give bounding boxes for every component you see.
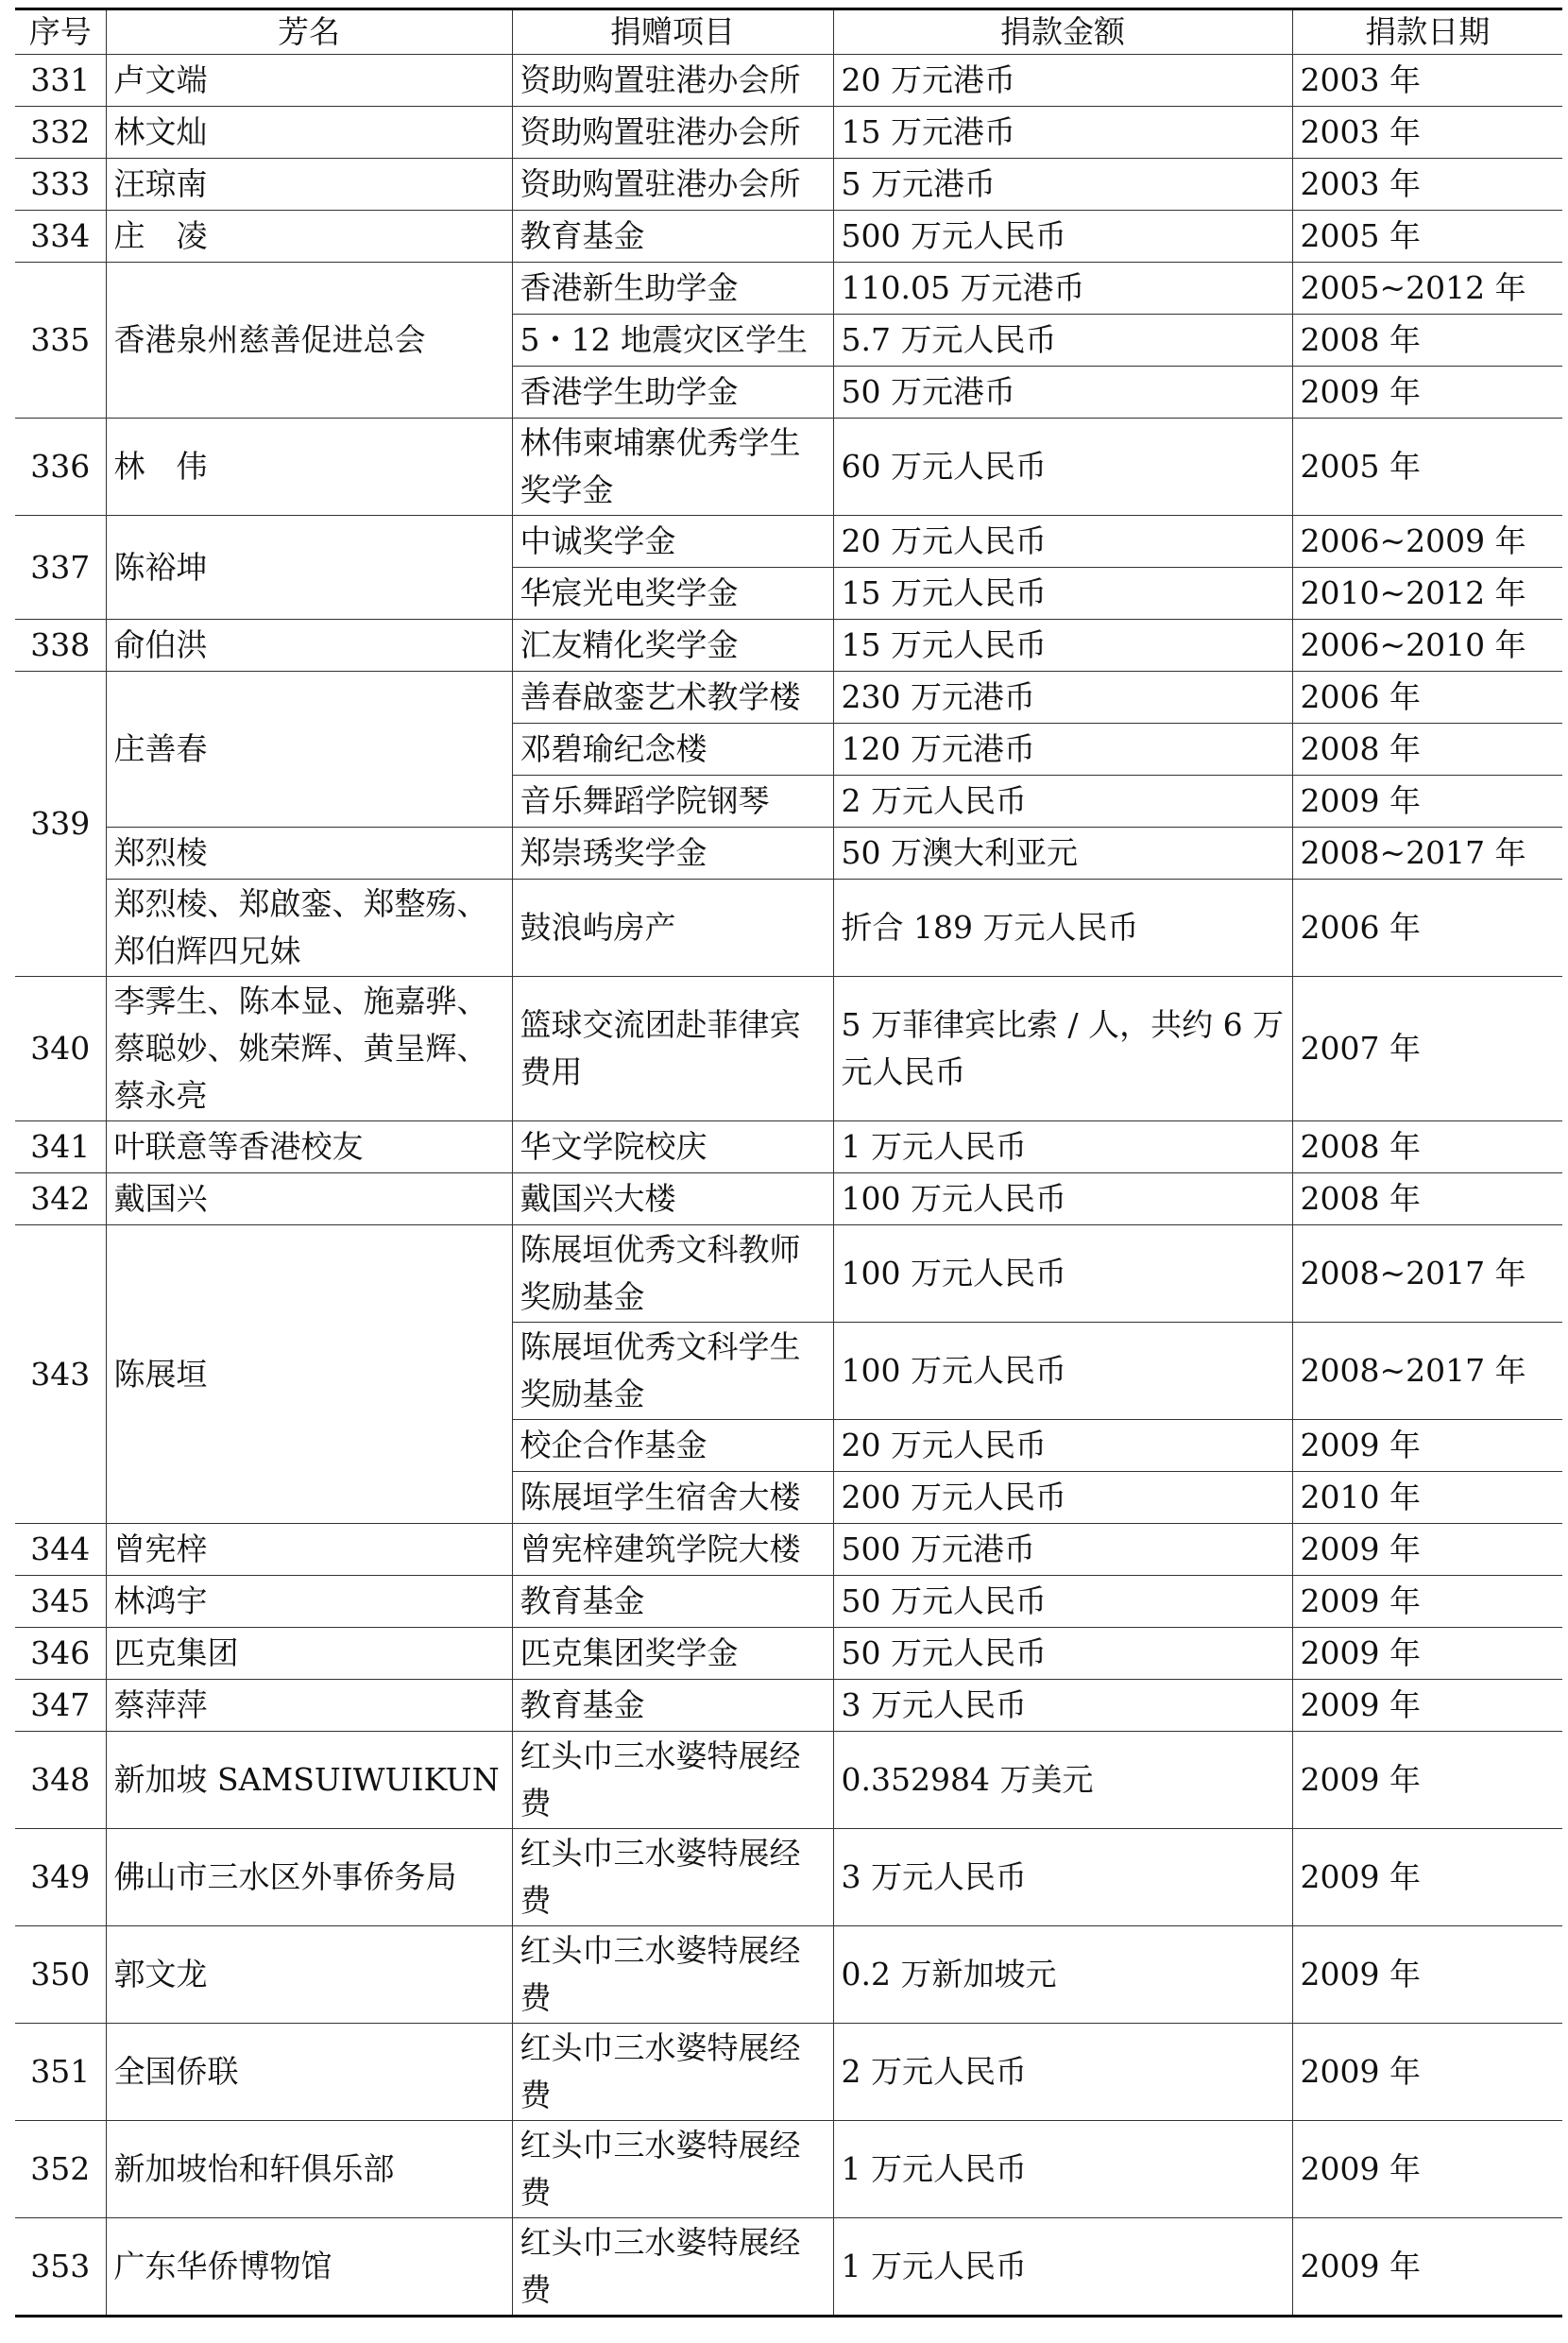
cell-amount: 1 万元人民币 (833, 2218, 1292, 2317)
cell-no: 331 (15, 55, 106, 107)
cell-name: 广东华侨博物馆 (106, 2218, 512, 2317)
table-row (15, 263, 1562, 315)
cell-project: 红头巾三水婆特展经费 (512, 1732, 833, 1829)
cell-amount: 3 万元人民币 (833, 1680, 1292, 1732)
cell-name: 叶联意等香港校友 (106, 1121, 512, 1173)
table-row (15, 1732, 1562, 1829)
cell-amount: 1 万元人民币 (833, 2121, 1292, 2218)
cell-project: 陈展垣学生宿舍大楼 (512, 1472, 833, 1524)
cell-name: 佛山市三水区外事侨务局 (106, 1829, 512, 1926)
cell-date: 2008 年 (1292, 315, 1562, 367)
cell-no: 341 (15, 1121, 106, 1173)
cell-project: 教育基金 (512, 1576, 833, 1628)
cell-project: 鼓浪屿房产 (512, 880, 833, 977)
table-row (15, 1576, 1562, 1628)
cell-amount: 5 万元港币 (833, 159, 1292, 211)
table-row (15, 620, 1562, 672)
cell-project: 教育基金 (512, 211, 833, 263)
cell-project: 陈展垣优秀文科教师奖励基金 (512, 1225, 833, 1323)
cell-project: 红头巾三水婆特展经费 (512, 1926, 833, 2024)
cell-name: 卢文端 (106, 55, 512, 107)
cell-amount: 20 万元人民币 (833, 1420, 1292, 1472)
cell-amount: 200 万元人民币 (833, 1472, 1292, 1524)
table-row (15, 1926, 1562, 2024)
header-project: 捐赠项目 (512, 9, 833, 55)
cell-date: 2009 年 (1292, 1420, 1562, 1472)
cell-no: 332 (15, 107, 106, 159)
cell-project: 陈展垣优秀文科学生奖励基金 (512, 1323, 833, 1420)
cell-amount: 15 万元港币 (833, 107, 1292, 159)
cell-date: 2009 年 (1292, 1680, 1562, 1732)
header-amount: 捐款金额 (833, 9, 1292, 55)
table-row (15, 2121, 1562, 2218)
cell-date: 2007 年 (1292, 977, 1562, 1121)
cell-name: 李霁生、陈本显、施嘉骅、蔡聪妙、姚荣辉、黄呈辉、蔡永亮 (106, 977, 512, 1121)
cell-name: 陈展垣 (106, 1225, 512, 1524)
cell-project: 资助购置驻港办会所 (512, 55, 833, 107)
cell-project: 红头巾三水婆特展经费 (512, 2024, 833, 2121)
cell-project: 香港学生助学金 (512, 367, 833, 419)
table-row (15, 672, 1562, 724)
header-no: 序号 (15, 9, 106, 55)
cell-no: 346 (15, 1628, 106, 1680)
cell-no: 335 (15, 263, 106, 419)
cell-name: 新加坡怡和轩俱乐部 (106, 2121, 512, 2218)
cell-no: 334 (15, 211, 106, 263)
cell-date: 2003 年 (1292, 55, 1562, 107)
cell-amount: 5.7 万元人民币 (833, 315, 1292, 367)
cell-no: 342 (15, 1173, 106, 1225)
cell-date: 2008~2017 年 (1292, 1225, 1562, 1323)
cell-amount: 15 万元人民币 (833, 568, 1292, 620)
cell-amount: 100 万元人民币 (833, 1323, 1292, 1420)
cell-no: 338 (15, 620, 106, 672)
table-row (15, 1225, 1562, 1323)
table-row (15, 1173, 1562, 1225)
cell-project: 红头巾三水婆特展经费 (512, 2218, 833, 2317)
table-row (15, 55, 1562, 107)
table-row (15, 828, 1562, 880)
cell-amount: 100 万元人民币 (833, 1173, 1292, 1225)
cell-project: 戴国兴大楼 (512, 1173, 833, 1225)
cell-name: 林鸿宇 (106, 1576, 512, 1628)
cell-amount: 折合 189 万元人民币 (833, 880, 1292, 977)
cell-project: 善春啟銮艺术教学楼 (512, 672, 833, 724)
cell-project: 篮球交流团赴菲律宾费用 (512, 977, 833, 1121)
table-row (15, 1680, 1562, 1732)
cell-project: 林伟柬埔寨优秀学生奖学金 (512, 419, 833, 516)
cell-date: 2009 年 (1292, 2121, 1562, 2218)
cell-date: 2009 年 (1292, 1524, 1562, 1576)
cell-amount: 110.05 万元港币 (833, 263, 1292, 315)
cell-project: 校企合作基金 (512, 1420, 833, 1472)
cell-amount: 50 万元人民币 (833, 1628, 1292, 1680)
cell-no: 345 (15, 1576, 106, 1628)
cell-amount: 20 万元人民币 (833, 516, 1292, 568)
cell-date: 2008 年 (1292, 724, 1562, 776)
cell-name: 全国侨联 (106, 2024, 512, 2121)
cell-project: 5・12 地震灾区学生 (512, 315, 833, 367)
cell-no: 348 (15, 1732, 106, 1829)
table-row (15, 880, 1562, 977)
cell-date: 2003 年 (1292, 107, 1562, 159)
donation-table (15, 8, 1562, 2317)
cell-amount: 15 万元人民币 (833, 620, 1292, 672)
cell-no: 333 (15, 159, 106, 211)
cell-amount: 2 万元人民币 (833, 776, 1292, 828)
cell-no: 350 (15, 1926, 106, 2024)
cell-date: 2009 年 (1292, 1926, 1562, 2024)
cell-amount: 50 万元港币 (833, 367, 1292, 419)
cell-project: 曾宪梓建筑学院大楼 (512, 1524, 833, 1576)
table-row (15, 2218, 1562, 2317)
cell-date: 2006~2009 年 (1292, 516, 1562, 568)
cell-date: 2005 年 (1292, 419, 1562, 516)
cell-no: 352 (15, 2121, 106, 2218)
cell-name: 林 伟 (106, 419, 512, 516)
cell-date: 2008~2017 年 (1292, 1323, 1562, 1420)
cell-name: 戴国兴 (106, 1173, 512, 1225)
cell-date: 2009 年 (1292, 776, 1562, 828)
cell-no: 344 (15, 1524, 106, 1576)
cell-amount: 5 万菲律宾比索 / 人，共约 6 万元人民币 (833, 977, 1292, 1121)
cell-name: 庄 凌 (106, 211, 512, 263)
cell-amount: 500 万元人民币 (833, 211, 1292, 263)
cell-date: 2009 年 (1292, 2218, 1562, 2317)
cell-date: 2008 年 (1292, 1121, 1562, 1173)
header-name: 芳名 (106, 9, 512, 55)
cell-date: 2005 年 (1292, 211, 1562, 263)
cell-project: 匹克集团奖学金 (512, 1628, 833, 1680)
cell-date: 2010 年 (1292, 1472, 1562, 1524)
cell-date: 2008 年 (1292, 1173, 1562, 1225)
cell-date: 2009 年 (1292, 1576, 1562, 1628)
cell-project: 邓碧瑜纪念楼 (512, 724, 833, 776)
cell-amount: 60 万元人民币 (833, 419, 1292, 516)
cell-no: 343 (15, 1225, 106, 1524)
table-row (15, 1829, 1562, 1926)
cell-project: 郑崇琇奖学金 (512, 828, 833, 880)
cell-amount: 120 万元港币 (833, 724, 1292, 776)
cell-name: 俞伯洪 (106, 620, 512, 672)
table-row (15, 2024, 1562, 2121)
cell-amount: 1 万元人民币 (833, 1121, 1292, 1173)
cell-amount: 20 万元港币 (833, 55, 1292, 107)
cell-name: 郑烈棱 (106, 828, 512, 880)
header-row (15, 9, 1562, 55)
cell-project: 中诚奖学金 (512, 516, 833, 568)
table-row (15, 211, 1562, 263)
cell-project: 红头巾三水婆特展经费 (512, 2121, 833, 2218)
cell-project: 华宸光电奖学金 (512, 568, 833, 620)
table-row (15, 1524, 1562, 1576)
cell-name: 曾宪梓 (106, 1524, 512, 1576)
cell-project: 红头巾三水婆特展经费 (512, 1829, 833, 1926)
cell-project: 香港新生助学金 (512, 263, 833, 315)
cell-amount: 100 万元人民币 (833, 1225, 1292, 1323)
cell-date: 2006~2010 年 (1292, 620, 1562, 672)
cell-date: 2010~2012 年 (1292, 568, 1562, 620)
cell-date: 2009 年 (1292, 1732, 1562, 1829)
cell-name: 香港泉州慈善促进总会 (106, 263, 512, 419)
cell-date: 2006 年 (1292, 672, 1562, 724)
table-row (15, 107, 1562, 159)
cell-name: 新加坡 SAMSUIWUIKUN (106, 1732, 512, 1829)
table-row (15, 1121, 1562, 1173)
cell-project: 汇友精化奖学金 (512, 620, 833, 672)
cell-date: 2009 年 (1292, 1829, 1562, 1926)
cell-name: 庄善春 (106, 672, 512, 828)
cell-name: 林文灿 (106, 107, 512, 159)
cell-project: 资助购置驻港办会所 (512, 159, 833, 211)
cell-date: 2008~2017 年 (1292, 828, 1562, 880)
cell-no: 336 (15, 419, 106, 516)
cell-amount: 0.2 万新加坡元 (833, 1926, 1292, 2024)
table-row (15, 419, 1562, 516)
cell-no: 349 (15, 1829, 106, 1926)
cell-amount: 500 万元港币 (833, 1524, 1292, 1576)
cell-date: 2009 年 (1292, 2024, 1562, 2121)
cell-name: 蔡萍萍 (106, 1680, 512, 1732)
cell-date: 2005~2012 年 (1292, 263, 1562, 315)
cell-no: 351 (15, 2024, 106, 2121)
table-row (15, 159, 1562, 211)
cell-amount: 50 万澳大利亚元 (833, 828, 1292, 880)
cell-name: 汪琼南 (106, 159, 512, 211)
cell-amount: 3 万元人民币 (833, 1829, 1292, 1926)
cell-amount: 230 万元港币 (833, 672, 1292, 724)
header-date: 捐款日期 (1292, 9, 1562, 55)
cell-no: 340 (15, 977, 106, 1121)
cell-amount: 2 万元人民币 (833, 2024, 1292, 2121)
cell-date: 2003 年 (1292, 159, 1562, 211)
cell-name: 郭文龙 (106, 1926, 512, 2024)
cell-date: 2006 年 (1292, 880, 1562, 977)
cell-date: 2009 年 (1292, 367, 1562, 419)
cell-project: 资助购置驻港办会所 (512, 107, 833, 159)
cell-no: 337 (15, 516, 106, 620)
cell-project: 音乐舞蹈学院钢琴 (512, 776, 833, 828)
cell-no: 347 (15, 1680, 106, 1732)
cell-project: 教育基金 (512, 1680, 833, 1732)
table-row (15, 1628, 1562, 1680)
table-row (15, 977, 1562, 1121)
cell-amount: 50 万元人民币 (833, 1576, 1292, 1628)
cell-no: 353 (15, 2218, 106, 2317)
cell-name: 陈裕坤 (106, 516, 512, 620)
cell-date: 2009 年 (1292, 1628, 1562, 1680)
cell-amount: 0.352984 万美元 (833, 1732, 1292, 1829)
cell-project: 华文学院校庆 (512, 1121, 833, 1173)
cell-name: 匹克集团 (106, 1628, 512, 1680)
cell-no: 339 (15, 672, 106, 977)
cell-name: 郑烈棱、郑啟銮、郑整殇、郑伯辉四兄妹 (106, 880, 512, 977)
table-row (15, 516, 1562, 568)
